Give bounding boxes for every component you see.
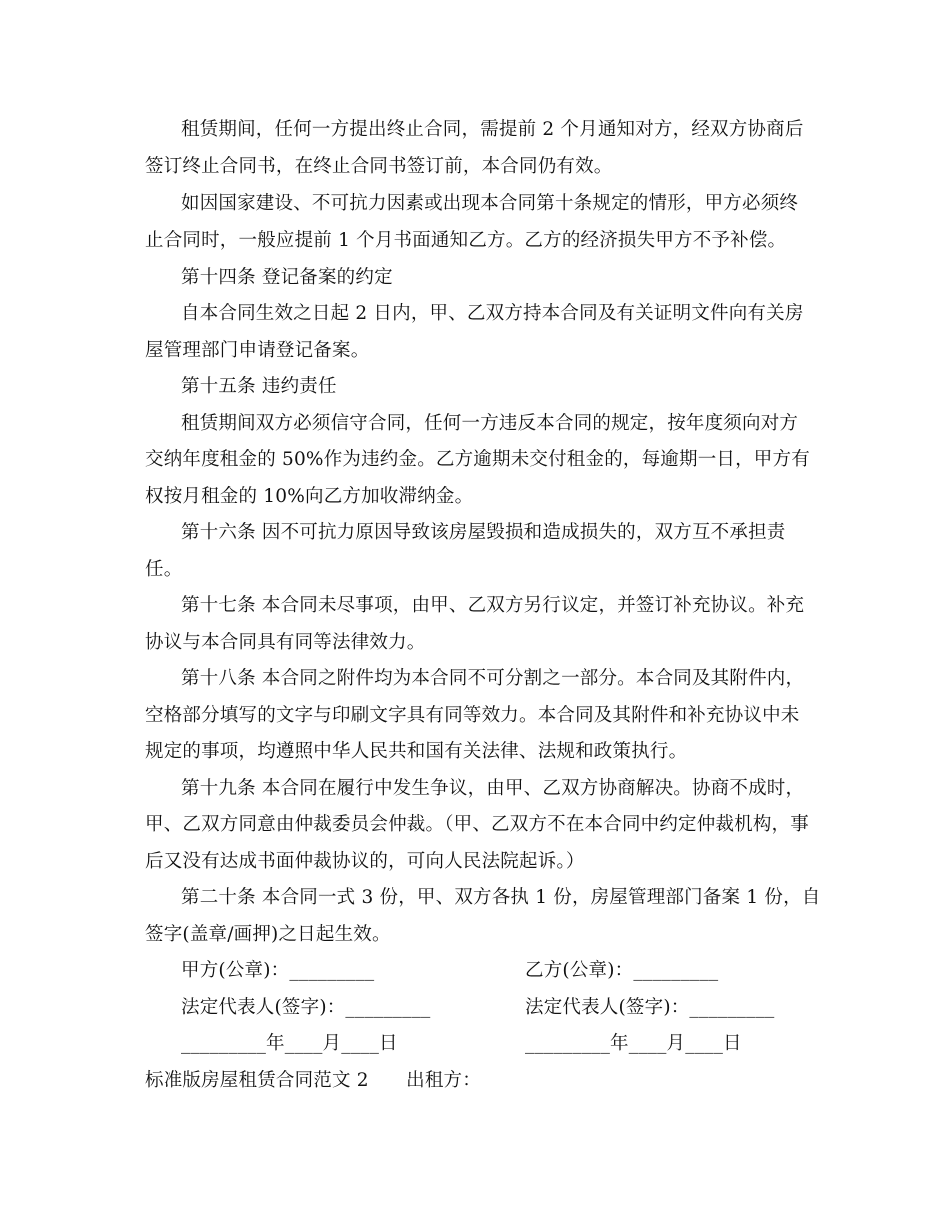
text-line: 签字(盖章/画押)之日起生效。: [145, 924, 391, 945]
party-a-representative-field: 法定代表人(签字)：_________: [181, 997, 431, 1018]
text-line: 租赁期间双方必须信守合同，任何一方违反本合同的规定，按年度须向对方: [181, 413, 799, 434]
text-line: 甲、乙双方同意由仲裁委员会仲裁。（甲、乙双方不在本合同中约定仲裁机构，事: [145, 814, 809, 835]
text-line: 租赁期间，任何一方提出终止合同，需提前 2 个月通知对方，经双方协商后: [181, 119, 804, 140]
text-line: 规定的事项，均遵照中华人民共和国有关法律、法规和政策执行。: [145, 741, 688, 762]
text-line: 第十六条 因不可抗力原因导致该房屋毁损和造成损失的，双方互不承担责: [181, 522, 786, 543]
text-line: 交纳年度租金的 50%作为违约金。乙方逾期未交付租金的，每逾期一日，甲方有: [145, 449, 810, 470]
party-a-date-field: _________年____月____日: [181, 1033, 398, 1054]
next-document-title: 标准版房屋租赁合同范文 2 出租方：: [145, 1070, 481, 1091]
text-line: 权按月租金的 10%向乙方加收滞纳金。: [145, 486, 474, 507]
text-line: 第二十条 本合同一式 3 份，甲、双方各执 1 份，房屋管理部门备案 1 份，自: [181, 887, 821, 908]
text-line: 自本合同生效之日起 2 日内，甲、乙双方持本合同及有关证明文件向有关房: [181, 303, 804, 324]
text-line: 屋管理部门申请登记备案。: [145, 340, 370, 361]
article-heading: 第十五条 违约责任: [181, 376, 337, 397]
text-line: 第十九条 本合同在履行中发生争议，由甲、乙双方协商解决。协商不成时，: [181, 778, 805, 799]
article-heading: 第十四条 登记备案的约定: [181, 267, 393, 288]
party-b-date-field: _________年____月____日: [525, 1033, 742, 1054]
text-line: 第十七条 本合同未尽事项，由甲、乙双方另行议定，并签订补充协议。补充: [181, 595, 805, 616]
text-line: 第十八条 本合同之附件均为本合同不可分割之一部分。本合同及其附件内，: [181, 668, 805, 689]
text-line: 如因国家建设、不可抗力因素或出现本合同第十条规定的情形，甲方必须终: [181, 193, 799, 214]
text-line: 签订终止合同书，在终止合同书签订前，本合同仍有效。: [145, 156, 613, 177]
text-line: 空格部分填写的文字与印刷文字具有同等效力。本合同及其附件和补充协议中未: [145, 705, 800, 726]
text-line: 后又没有达成书面仲裁协议的，可向人民法院起诉。）: [145, 851, 585, 872]
party-b-seal-field: 乙方(公章)：_________: [525, 960, 719, 981]
text-line: 任。: [145, 559, 183, 580]
text-line: 协议与本合同具有同等法律效力。: [145, 632, 426, 653]
text-line: 止合同时，一般应提前 1 个月书面通知乙方。乙方的经济损失甲方不予补偿。: [145, 230, 787, 251]
party-b-representative-field: 法定代表人(签字)：_________: [525, 997, 775, 1018]
party-a-seal-field: 甲方(公章)：_________: [181, 960, 375, 981]
